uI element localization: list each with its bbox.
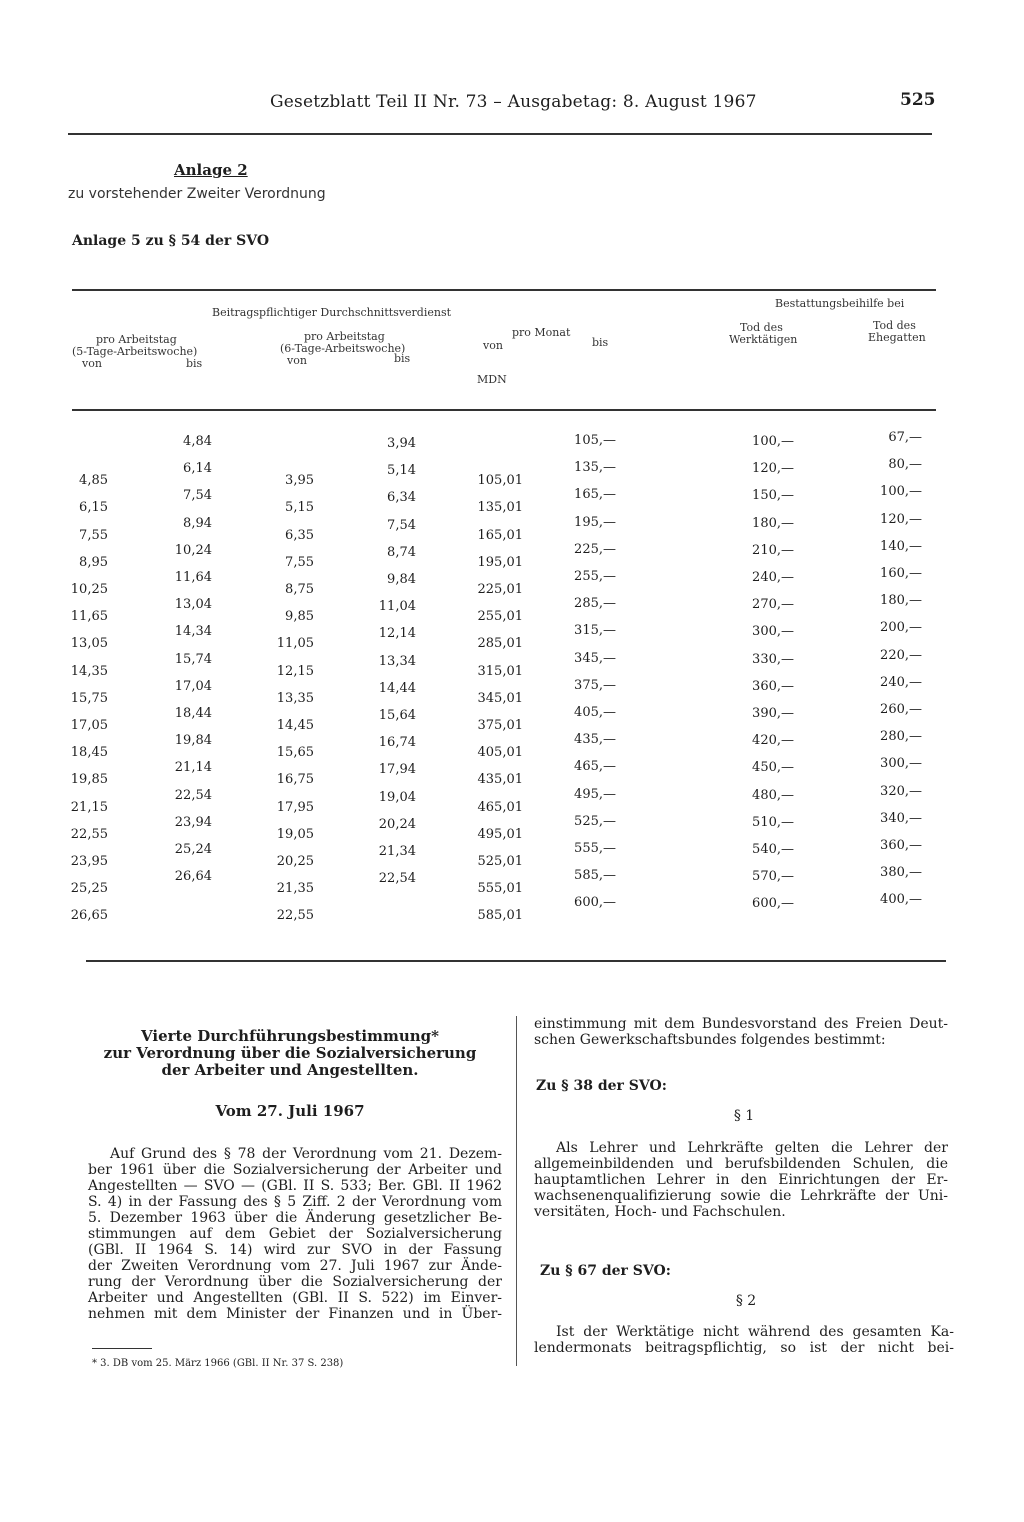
table-cell: 8,75 — [285, 582, 314, 597]
table-cell: 4,85 — [79, 473, 108, 489]
page-number: 525 — [900, 90, 936, 110]
table-cell: 315,— — [574, 623, 616, 639]
table-cell: 10,24 — [174, 542, 212, 558]
table-cell: 220,— — [880, 647, 922, 663]
table-cell: 435,— — [574, 732, 616, 748]
paragraph-number-2: § 2 — [735, 1293, 757, 1309]
table-cell: 17,95 — [276, 799, 314, 815]
footnote: * 3. DB vom 25. März 1966 (GBl. II Nr. 37 S. 238) — [92, 1358, 344, 1369]
column-divider — [516, 1016, 517, 1366]
table-cell: 12,14 — [378, 626, 416, 642]
table-cell: 380,— — [880, 865, 922, 881]
table-cell: 19,04 — [378, 789, 416, 805]
col2-bis: bis — [394, 352, 411, 365]
intro-paragraph — [88, 1146, 502, 1322]
table-cell: 375,01 — [477, 718, 523, 733]
table-cell: 390,— — [752, 706, 794, 721]
table-cell: 13,05 — [70, 636, 108, 652]
table-cell: 23,95 — [70, 854, 108, 869]
table-cell: 600,— — [574, 895, 616, 911]
worker-header-line1: Tod des — [740, 321, 783, 334]
table-cell: 4,84 — [183, 434, 212, 449]
table-cell: 18,45 — [70, 745, 108, 761]
table-cell: 19,84 — [174, 733, 212, 749]
table-group-header: Beitragspflichtiger Durchschnittsverdienst — [212, 306, 452, 319]
table-cell: 195,01 — [477, 554, 523, 570]
col3-von: von — [483, 339, 503, 352]
table-cell: 5,15 — [285, 500, 314, 516]
col1-bis: bis — [186, 357, 203, 370]
table-cell: 495,— — [574, 786, 616, 802]
table-cell: 450,— — [752, 760, 794, 776]
table-cell: 480,— — [752, 787, 794, 803]
table-cell: 16,74 — [378, 735, 416, 751]
table-cell: 400,— — [880, 892, 922, 908]
table-cell: 14,35 — [70, 663, 108, 679]
table-cell: 8,95 — [79, 554, 108, 570]
table-cell: 22,54 — [174, 787, 212, 803]
table-cell: 105,01 — [477, 473, 523, 489]
header-rule — [68, 133, 932, 135]
table-cell: 570,— — [752, 869, 794, 885]
table-cell: 20,24 — [378, 816, 416, 832]
text-line: Angestellten — SVO — (GBl. II S. 533; Ber. GBl. II 1962 — [88, 1178, 502, 1194]
section-heading-67: Zu § 67 der SVO: — [540, 1263, 671, 1279]
table-cell: 165,01 — [477, 527, 523, 543]
text-line: schen Gewerkschaftsbundes folgendes bestimmt: — [534, 1032, 886, 1048]
table-cell: 585,01 — [477, 908, 523, 924]
table-cell: 200,— — [880, 620, 922, 636]
table-cell: 420,— — [752, 733, 794, 749]
table-cell: 600,— — [752, 896, 794, 912]
text-line: Ist der Werktätige nicht während des gesamten Ka- — [556, 1324, 954, 1340]
table-cell: 11,64 — [174, 570, 212, 585]
table-cell: 195,— — [574, 514, 616, 530]
text-line: einstimmung mit dem Bundesvorstand des Freien Deut- — [534, 1016, 948, 1032]
col3-header: pro Monat — [512, 326, 571, 339]
table-cell: 225,— — [574, 541, 616, 557]
table-cell: 6,14 — [183, 461, 212, 477]
table-cell: 100,— — [880, 484, 922, 500]
table-cell: 260,— — [880, 702, 922, 717]
spouse-header-line1: Tod des — [873, 319, 916, 332]
table-cell: 7,55 — [79, 527, 108, 543]
table-cell: 120,— — [880, 511, 922, 527]
table-cell: 315,01 — [477, 663, 523, 679]
table-header-rule — [72, 409, 936, 411]
table-cell: 22,55 — [70, 826, 108, 842]
table-cell: 375,— — [574, 677, 616, 693]
article-title — [90, 1028, 490, 1079]
text-line: nehmen mit dem Minister der Finanzen und in Über- — [88, 1306, 502, 1322]
table-cell: 340,— — [880, 810, 922, 826]
table-cell: 20,25 — [276, 854, 314, 869]
table-cell: 25,24 — [174, 842, 212, 857]
table-cell: 320,— — [880, 783, 922, 799]
table-cell: 7,55 — [285, 554, 314, 570]
annex-subtitle: zu vorstehender Zweiter Verordnung — [68, 186, 326, 202]
table-cell: 330,— — [752, 651, 794, 667]
text-line: (GBl. II 1964 S. 14) wird zur SVO in der Fassung — [88, 1242, 502, 1258]
table-cell: 21,34 — [378, 844, 416, 859]
col2-header-line2: (6-Tage-Arbeitswoche) — [280, 342, 406, 355]
text-line: der Zweiten Verordnung vom 27. Juli 1967 zur Ände- — [88, 1258, 502, 1274]
table-cell: 135,01 — [477, 500, 523, 516]
table-cell: 140,— — [880, 538, 922, 554]
table-cell: 360,— — [880, 838, 922, 853]
table-cell: 300,— — [752, 624, 794, 640]
table-cell: 26,65 — [70, 908, 108, 924]
table-cell: 10,25 — [70, 582, 108, 597]
annex-title: Anlage 2 — [174, 161, 248, 179]
section-heading-38: Zu § 38 der SVO: — [536, 1078, 667, 1094]
table-cell: 19,85 — [70, 772, 108, 788]
table-cell: 6,35 — [285, 527, 314, 543]
table-cell: 12,15 — [276, 663, 314, 679]
table-cell: 7,54 — [183, 488, 212, 504]
table-cell: 105,— — [574, 433, 616, 448]
col2-von: von — [287, 354, 307, 367]
table-cell: 210,— — [752, 542, 794, 558]
table-cell: 465,— — [574, 759, 616, 775]
spouse-header-line2: Ehegatten — [868, 331, 926, 344]
table-cell: 26,64 — [174, 869, 212, 885]
table-cell: 7,54 — [387, 517, 416, 533]
text-line: wachsenenqualifizierung sowie die Lehrkräfte der Uni- — [534, 1188, 948, 1204]
table-cell: 11,05 — [276, 636, 314, 652]
table-cell: 3,94 — [387, 436, 416, 451]
table-cell: 285,— — [574, 596, 616, 612]
unit-label: MDN — [477, 373, 507, 386]
text-line: allgemeinbildenden und berufsbildenden Schulen, die — [534, 1156, 948, 1172]
table-cell: 280,— — [880, 729, 922, 745]
footnote-rule — [92, 1348, 152, 1349]
article-title-line: der Arbeiter und Angestellten. — [161, 1061, 419, 1079]
table-cell: 465,01 — [477, 799, 523, 815]
table-cell: 9,84 — [387, 572, 416, 587]
article-title-line: Vierte Durchführungsbestimmung* — [141, 1027, 439, 1045]
right-intro — [534, 1016, 948, 1048]
table-cell: 67,— — [888, 430, 922, 445]
article-title-line: zur Verordnung über die Sozialversicherung — [103, 1044, 477, 1062]
table-cell: 19,05 — [276, 826, 314, 842]
table-cell: 405,— — [574, 705, 616, 720]
table-cell: 15,74 — [174, 651, 212, 667]
article-date: Vom 27. Juli 1967 — [215, 1102, 365, 1120]
annex-reference: Anlage 5 zu § 54 der SVO — [72, 233, 270, 249]
col1-header-line1: pro Arbeitstag — [96, 333, 177, 346]
table-cell: 21,14 — [174, 760, 212, 776]
col2-header-line1: pro Arbeitstag — [304, 330, 385, 343]
table-cell: 240,— — [880, 674, 922, 690]
table-cell: 540,— — [752, 842, 794, 857]
table-cell: 8,74 — [387, 544, 416, 560]
table-cell: 22,54 — [378, 871, 416, 887]
table-cell: 14,34 — [174, 624, 212, 640]
text-line: S. 4) in der Fassung des § 5 Ziff. 2 der Verordnung vom — [88, 1194, 502, 1210]
text-line: hauptamtlichen Lehrer in den Einrichtungen der Er- — [534, 1172, 948, 1188]
table-cell: 345,01 — [477, 690, 523, 706]
table-cell: 255,01 — [477, 609, 523, 625]
table-cell: 80,— — [888, 457, 922, 473]
table-cell: 11,65 — [70, 609, 108, 625]
table-cell: 100,— — [752, 434, 794, 449]
table-cell: 135,— — [574, 460, 616, 476]
table-cell: 21,35 — [276, 881, 314, 897]
paragraph-number-1: § 1 — [733, 1108, 755, 1124]
table-cell: 3,95 — [285, 473, 314, 489]
table-cell: 14,45 — [276, 718, 314, 733]
col1-header-line2: (5-Tage-Arbeitswoche) — [72, 345, 198, 358]
worker-header-line2: Werktätigen — [729, 333, 798, 346]
table-cell: 15,64 — [378, 708, 416, 723]
table-cell: 16,75 — [276, 772, 314, 788]
table-cell: 14,44 — [378, 680, 416, 696]
table-cell: 17,04 — [174, 678, 212, 694]
table-cell: 9,85 — [285, 609, 314, 625]
col3-bis: bis — [592, 336, 609, 349]
table-cell: 285,01 — [477, 636, 523, 652]
table-cell: 510,— — [752, 814, 794, 830]
table-cell: 495,01 — [477, 826, 523, 842]
text-line: versitäten, Hoch- und Fachschulen. — [534, 1204, 786, 1220]
text-line: Arbeiter und Angestellten (GBl. II S. 522) im Einver- — [88, 1290, 502, 1306]
table-cell: 225,01 — [477, 582, 523, 597]
table-cell: 13,04 — [174, 597, 212, 613]
table-cell: 21,15 — [70, 799, 108, 815]
table-cell: 6,15 — [79, 500, 108, 516]
table-cell: 17,05 — [70, 718, 108, 733]
table-top-rule — [72, 289, 936, 291]
table-cell: 120,— — [752, 461, 794, 477]
col1-von: von — [82, 357, 102, 370]
text-line: lendermonats beitragspflichtig, so ist der nicht bei- — [534, 1340, 954, 1356]
text-line: Als Lehrer und Lehrkräfte gelten die Lehrer der — [556, 1140, 948, 1156]
table-cell: 300,— — [880, 756, 922, 772]
table-cell: 525,01 — [477, 854, 523, 869]
table-cell: 180,— — [880, 593, 922, 609]
paragraph-2 — [534, 1324, 954, 1356]
table-cell: 150,— — [752, 488, 794, 504]
table-cell: 255,— — [574, 569, 616, 584]
table-cell: 22,55 — [276, 908, 314, 924]
table-cell: 18,44 — [174, 706, 212, 721]
text-line: rung der Verordnung über die Sozialversicherung der — [88, 1274, 502, 1290]
table-cell: 17,94 — [378, 762, 416, 778]
table-cell: 8,94 — [183, 515, 212, 531]
table-cell: 360,— — [752, 678, 794, 694]
table-bottom-rule — [86, 960, 946, 962]
table-cell: 15,65 — [276, 745, 314, 761]
paragraph-1 — [534, 1140, 948, 1220]
table-cell: 11,04 — [378, 599, 416, 615]
table-cell: 5,14 — [387, 463, 416, 479]
text-line: stimmungen auf dem Gebiet der Sozialversicherung — [88, 1226, 502, 1242]
table-cell: 345,— — [574, 650, 616, 666]
table-cell: 13,34 — [378, 653, 416, 669]
text-line: Auf Grund des § 78 der Verordnung vom 21. Dezem- — [110, 1146, 502, 1162]
table-cell: 13,35 — [276, 690, 314, 706]
table-cell: 160,— — [880, 566, 922, 581]
table-cell: 15,75 — [70, 690, 108, 706]
table-cell: 435,01 — [477, 772, 523, 788]
table-cell: 270,— — [752, 597, 794, 613]
table-cell: 240,— — [752, 570, 794, 585]
table-cell: 165,— — [574, 487, 616, 503]
table-cell: 555,— — [574, 841, 616, 856]
table-cell: 555,01 — [477, 881, 523, 897]
table-cell: 180,— — [752, 515, 794, 531]
table-cell: 525,— — [574, 813, 616, 829]
running-title: Gesetzblatt Teil II Nr. 73 – Ausgabetag: 8. August 1967 — [270, 92, 757, 112]
burial-header: Bestattungsbeihilfe bei — [775, 297, 905, 310]
table-cell: 23,94 — [174, 814, 212, 830]
text-line: ber 1961 über die Sozialversicherung der Arbeiter und — [88, 1162, 502, 1178]
table-cell: 585,— — [574, 868, 616, 884]
text-line: 5. Dezember 1963 über die Änderung gesetzlicher Be- — [88, 1210, 502, 1226]
table-cell: 405,01 — [477, 745, 523, 761]
table-cell: 25,25 — [70, 881, 108, 897]
table-cell: 6,34 — [387, 490, 416, 506]
